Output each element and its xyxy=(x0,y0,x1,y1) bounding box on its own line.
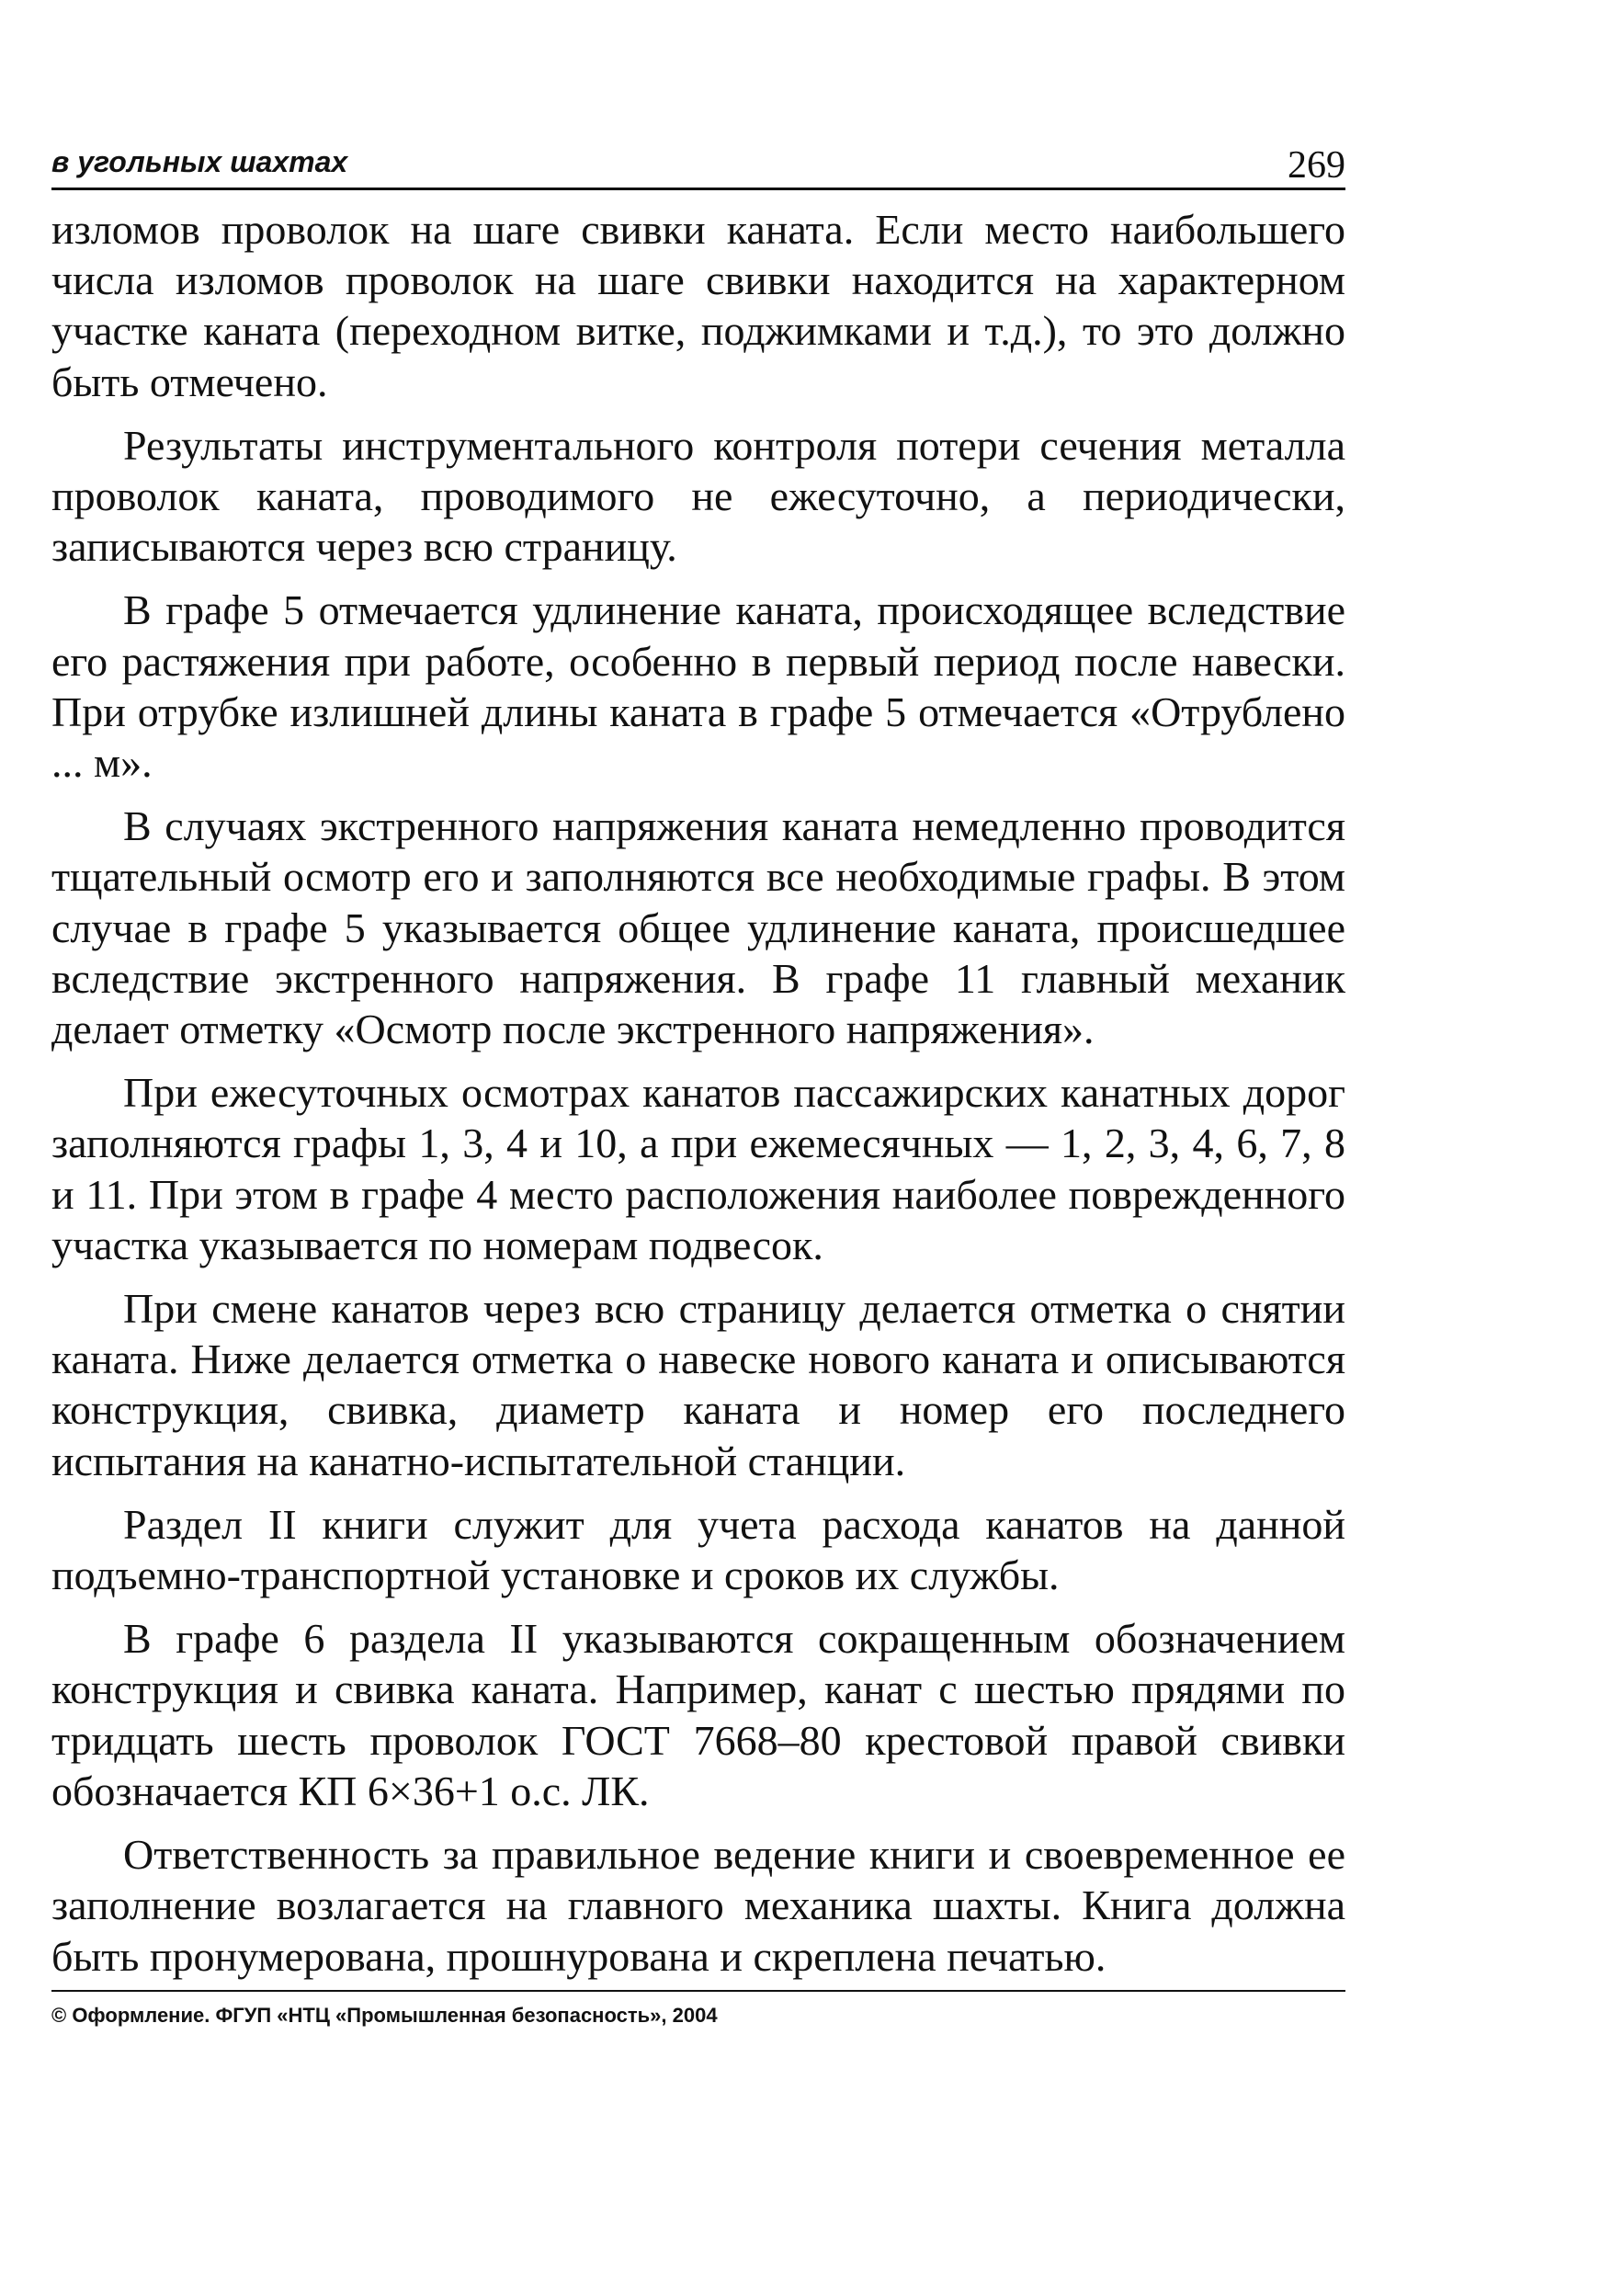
paragraph-9: Ответственность за правильное ведение книги и своевременное ее заполнение возлагается на главного механика шахты. Книга должна быть пронумерована, прошнурована и скреплена печатью. xyxy=(51,1831,1345,1980)
paragraph-1: изломов проволок на шаге свивки каната. Если место наибольшего числа изломов проволок на шаге свивки находится на характерном участке каната (переходном витке, поджимками и т.д.), то это должно быть отмечено. xyxy=(51,206,1345,405)
paragraph-5: При ежесуточных осмотрах канатов пассажирских канатных дорог заполняются графы 1, 3, 4 и 10, а при ежемесячных — 1, 2, 3, 4, 6, 7, 8 и 11. При этом в графе 4 место расположения наиболее поврежденного участка указывается по номерам подвесок. xyxy=(51,1069,1345,1268)
paragraph-4: В случаях экстренного напряжения каната немедленно проводится тщательный осмотр его и заполняются все необходимые графы. В этом случае в графе 5 указывается общее удлинение каната, происшедшее вследствие экстренного напряжения. В графе 11 главный механик делает отметку «Осмотр после экстренного напряжения». xyxy=(51,802,1345,1053)
footer-divider xyxy=(51,1990,1345,1992)
running-header xyxy=(51,145,1345,190)
paragraph-8: В графе 6 раздела II указываются сокращенным обозначением конструкция и свивка каната. Например, канат с шестью прядями по тридцать шесть проволок ГОСТ 7668–80 крестовой правой свивки обозначается КП 6×36+1 о.с. ЛК. xyxy=(51,1615,1345,1814)
paragraph-7: Раздел II книги служит для учета расхода канатов на данной подъемно-транспортной установке и сроков их службы. xyxy=(51,1500,1345,1599)
paragraph-3: В графе 5 отмечается удлинение каната, происходящее вследствие его растяжения при работе, особенно в первый период после навески. При отрубке излишней длины каната в графе 5 отмечается «Отрублено ... м». xyxy=(51,586,1345,787)
copyright-note: © Оформление. ФГУП «НТЦ «Промышленная безопасность», 2004 xyxy=(51,2004,718,2027)
paragraph-2: Результаты инструментального контроля потери сечения металла проволок каната, проводимого не ежесуточно, а периодически, записываются через всю страницу. xyxy=(51,421,1345,571)
paragraph-6: При смене канатов через всю страницу делается отметка о снятии каната. Ниже делается отметка о навеске нового каната и описываются конструкция, свивка, диаметр каната и номер его последнего испытания на канатно-испытательной станции. xyxy=(51,1285,1345,1484)
page-number: 269 xyxy=(1288,144,1345,187)
running-title: в угольных шахтах xyxy=(51,145,348,178)
body-text xyxy=(51,204,1345,1995)
